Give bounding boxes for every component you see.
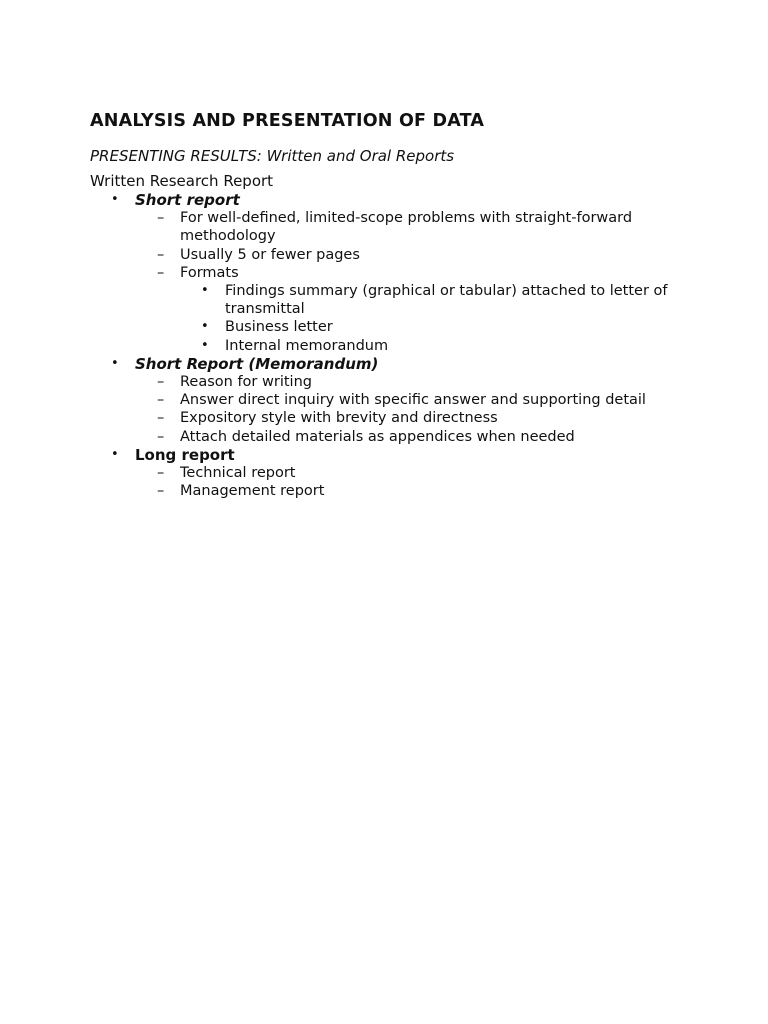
- sub-sub-list: [180, 282, 710, 355]
- document-subtitle: PRESENTING RESULTS: Written and Oral Reports: [90, 147, 455, 165]
- sub-list: [135, 464, 710, 500]
- dash-icon: –: [157, 264, 165, 281]
- sub-sub-list-item: [180, 337, 710, 355]
- dash-icon: –: [157, 483, 165, 500]
- list-item-label: Short report: [135, 191, 240, 209]
- sub-sub-list-item: [180, 282, 710, 318]
- dash-icon: –: [157, 410, 165, 427]
- sub-list-item: [135, 246, 710, 264]
- sub-list: [135, 373, 710, 446]
- dash-icon: –: [157, 374, 165, 391]
- list-item-short-report-memorandum: [90, 355, 710, 446]
- sub-list-item-text: Formats: [180, 264, 239, 281]
- dash-icon: –: [157, 392, 165, 409]
- sub-list: [135, 209, 710, 355]
- bullet-icon: •: [111, 192, 119, 207]
- sub-list-item-text: Expository style with brevity and directness: [180, 410, 498, 427]
- document-page: [90, 110, 710, 500]
- sub-sub-list-item: [180, 318, 710, 336]
- dash-icon: –: [157, 210, 165, 227]
- sub-list-item: [135, 428, 710, 446]
- sub-list-item: [135, 464, 710, 482]
- sub-sub-list-item-text: Internal memorandum: [225, 337, 389, 354]
- sub-list-item: [135, 209, 710, 245]
- bullet-icon: •: [201, 319, 209, 335]
- list-item-label: Long report: [135, 445, 235, 464]
- sub-list-item-text: Usually 5 or fewer pages: [180, 246, 360, 263]
- sub-list-item: [135, 391, 710, 409]
- dash-icon: –: [157, 428, 165, 445]
- sub-sub-list-item-text: Findings summary (graphical or tabular) attached to letter of transmittal: [225, 283, 668, 318]
- bullet-icon: •: [111, 446, 119, 462]
- bullet-icon: •: [201, 283, 209, 299]
- sub-list-item-text: For well-defined, limited-scope problems with straight-forward methodology: [180, 210, 633, 245]
- bullet-icon: •: [111, 355, 119, 371]
- list-item-short-report: [90, 191, 710, 355]
- sub-sub-list-item-text: Business letter: [225, 319, 333, 336]
- report-types-list: [90, 191, 710, 500]
- list-item-label: Short Report (Memorandum): [135, 354, 379, 373]
- sub-list-item: [135, 482, 710, 500]
- bullet-icon: •: [201, 337, 209, 353]
- sub-list-item-text: Reason for writing: [180, 374, 312, 391]
- sub-list-item: [135, 409, 710, 427]
- dash-icon: –: [157, 246, 165, 263]
- sub-list-item-text: Answer direct inquiry with specific answer and supporting detail: [180, 392, 646, 409]
- sub-list-item: [135, 264, 710, 355]
- section-heading: Written Research Report: [90, 172, 274, 190]
- document-title: ANALYSIS AND PRESENTATION OF DATA: [90, 111, 485, 131]
- dash-icon: –: [157, 465, 165, 482]
- sub-list-item-text: Management report: [180, 483, 325, 500]
- sub-list-item-text: Attach detailed materials as appendices when needed: [180, 428, 575, 445]
- list-item-long-report: [90, 446, 710, 501]
- sub-list-item-text: Technical report: [180, 465, 296, 482]
- sub-list-item: [135, 373, 710, 391]
